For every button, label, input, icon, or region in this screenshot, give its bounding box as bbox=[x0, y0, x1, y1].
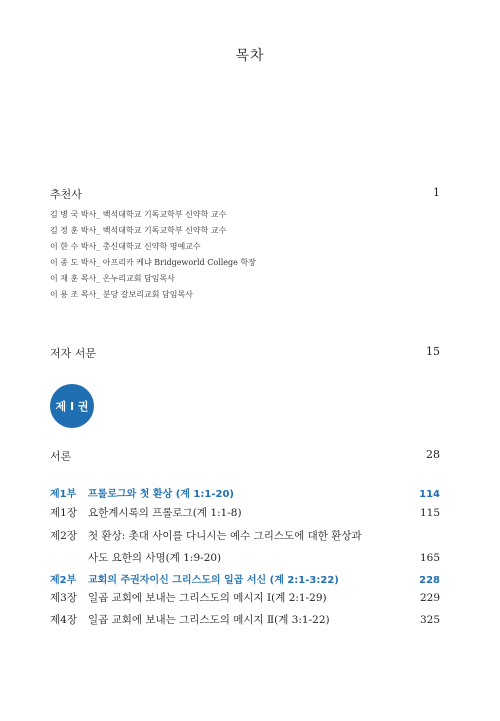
recommender-item: 김 정 훈 박사_ 백석대학교 기독교학부 신약학 교수 bbox=[50, 226, 227, 235]
page-title: 목차 bbox=[235, 48, 265, 64]
recommendation-page: 1 bbox=[433, 186, 440, 199]
recommender-list bbox=[50, 207, 256, 303]
toc-text: 일곱 교회에 보내는 그리스도의 메시지 Ⅰ(계 2:1-29) bbox=[88, 592, 327, 604]
recommender-item: 김 병 국 박사_ 백석대학교 기독교학부 신약학 교수 bbox=[50, 210, 227, 219]
toc-page-number: 325 bbox=[419, 614, 440, 626]
preface-page: 15 bbox=[426, 345, 440, 358]
toc-chapter-row bbox=[50, 612, 440, 628]
toc-part-row bbox=[50, 573, 440, 589]
toc-page-number: 165 bbox=[419, 552, 440, 564]
toc-part-row bbox=[50, 487, 440, 503]
toc-text: 교회의 주권자이신 그리스도의 일곱 서신 (계 2:1-3:22) bbox=[88, 575, 339, 586]
toc-continuation-row bbox=[50, 550, 440, 566]
toc-label: 제1장 bbox=[50, 507, 77, 519]
volume-badge: 제 I 권 bbox=[50, 384, 94, 428]
toc-text: 프롤로그와 첫 환상 (계 1:1-20) bbox=[88, 489, 234, 500]
intro-label: 서론 bbox=[50, 450, 72, 463]
toc-text: 첫 환상: 촛대 사이를 다니시는 예수 그리스도에 대한 환상과 bbox=[88, 530, 362, 542]
toc-page-number: 229 bbox=[419, 592, 440, 604]
toc-page-number: 114 bbox=[419, 489, 440, 500]
recommender-item: 이 용 조 목사_ 분당 갈보리교회 담임목사 bbox=[50, 290, 193, 299]
toc-page-number: 115 bbox=[419, 507, 440, 519]
toc-chapter-row bbox=[50, 505, 440, 521]
toc-text: 일곱 교회에 보내는 그리스도의 메시지 Ⅱ(계 3:1-22) bbox=[88, 614, 330, 626]
recommender-item: 이 종 도 박사_ 아프리카 케냐 Bridgeworld College 학장 bbox=[50, 258, 256, 267]
toc-label: 제2장 bbox=[50, 530, 77, 542]
toc-label: 제2부 bbox=[50, 575, 77, 586]
toc-chapter-row bbox=[50, 590, 440, 606]
toc-label: 제4장 bbox=[50, 614, 77, 626]
recommender-item: 이 재 훈 목사_ 온누리교회 담임목사 bbox=[50, 274, 175, 283]
recommendation-label: 추천사 bbox=[50, 188, 82, 201]
toc-page-number: 228 bbox=[419, 575, 440, 586]
toc-text: 사도 요한의 사명(계 1:9-20) bbox=[88, 552, 222, 564]
toc-label: 제1부 bbox=[50, 489, 77, 500]
preface-label: 저자 서문 bbox=[50, 347, 97, 360]
toc-chapter-row bbox=[50, 528, 440, 544]
toc-label: 제3장 bbox=[50, 592, 77, 604]
toc-text: 요한계시록의 프롤로그(계 1:1-8) bbox=[88, 507, 242, 519]
intro-page: 28 bbox=[426, 448, 440, 461]
recommender-item: 이 한 수 박사_ 총신대학교 신약학 명예교수 bbox=[50, 242, 201, 251]
